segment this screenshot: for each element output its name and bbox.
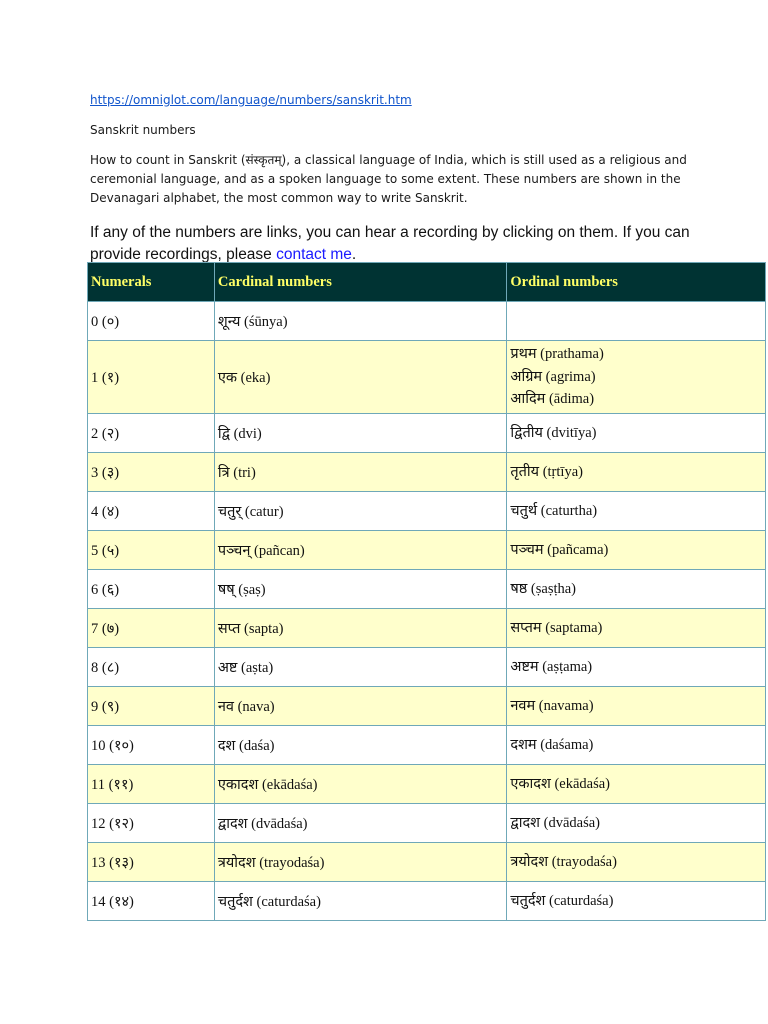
ordinal-cell bbox=[507, 804, 766, 843]
ordinal-value: दशम (daśama) bbox=[510, 736, 594, 753]
table-row bbox=[88, 570, 766, 609]
cardinal-cell: एकादश (ekādaśa) bbox=[214, 765, 507, 804]
cardinal-cell: द्वादश (dvādaśa) bbox=[214, 804, 507, 843]
table-row bbox=[88, 687, 766, 726]
table-row bbox=[88, 302, 766, 341]
header-ordinal: Ordinal numbers bbox=[507, 263, 766, 302]
header-numerals: Numerals bbox=[88, 263, 215, 302]
cardinal-cell: एक (eka) bbox=[214, 341, 507, 414]
numeral-cell: 7 (७) bbox=[88, 609, 215, 648]
cardinal-cell: चतुर् (catur) bbox=[214, 492, 507, 531]
intro-paragraph: How to count in Sanskrit (संस्कृतम्), a classical language of India, which is still used as a religious and ceremonial language, and as a spoken language to some extent. These numbers are shown in the Devanagari alphabet, the most common way to write Sanskrit. bbox=[90, 153, 687, 205]
numeral-cell: 3 (३) bbox=[88, 453, 215, 492]
cardinal-cell: दश (daśa) bbox=[214, 726, 507, 765]
table-row bbox=[88, 804, 766, 843]
ordinal-value: अष्टम (aṣṭama) bbox=[510, 658, 593, 675]
recording-note-end: . bbox=[351, 246, 357, 263]
numeral-cell: 5 (५) bbox=[88, 531, 215, 570]
ordinal-cell bbox=[507, 341, 766, 414]
ordinal-value: पञ्चम (pañcama) bbox=[510, 541, 609, 558]
cardinal-cell: नव (nava) bbox=[214, 687, 507, 726]
cardinal-cell: सप्त (sapta) bbox=[214, 609, 507, 648]
ordinal-cell bbox=[507, 302, 766, 341]
numeral-cell: 4 (४) bbox=[88, 492, 215, 531]
numeral-cell: 12 (१२) bbox=[88, 804, 215, 843]
ordinal-value: नवम (navama) bbox=[510, 697, 594, 714]
cardinal-cell: चतुर्दश (caturdaśa) bbox=[214, 882, 507, 921]
ordinal-value: सप्तम (saptama) bbox=[510, 619, 603, 636]
document-heading: Sanskrit numbers bbox=[90, 123, 196, 137]
ordinal-cell bbox=[507, 648, 766, 687]
numeral-cell: 10 (१०) bbox=[88, 726, 215, 765]
ordinal-value: त्रयोदश (trayodaśa) bbox=[510, 853, 617, 870]
ordinal-cell bbox=[507, 609, 766, 648]
ordinal-value: अग्रिम (agrima) bbox=[510, 368, 596, 385]
numeral-cell: 9 (९) bbox=[88, 687, 215, 726]
header-cardinal: Cardinal numbers bbox=[214, 263, 507, 302]
ordinal-cell bbox=[507, 492, 766, 531]
numbers-table bbox=[87, 262, 766, 921]
numeral-cell: 2 (२) bbox=[88, 414, 215, 453]
cardinal-cell: षष् (ṣaṣ) bbox=[214, 570, 507, 609]
table-row bbox=[88, 492, 766, 531]
recording-note bbox=[90, 222, 690, 266]
numeral-cell: 11 (११) bbox=[88, 765, 215, 804]
numeral-cell: 14 (१४) bbox=[88, 882, 215, 921]
numeral-cell: 8 (८) bbox=[88, 648, 215, 687]
table-row bbox=[88, 648, 766, 687]
ordinal-cell bbox=[507, 414, 766, 453]
ordinal-value: एकादश (ekādaśa) bbox=[510, 775, 611, 792]
cardinal-cell: पञ्चन् (pañcan) bbox=[214, 531, 507, 570]
ordinal-cell bbox=[507, 687, 766, 726]
numeral-cell: 13 (१३) bbox=[88, 843, 215, 882]
contact-me-link[interactable]: contact me bbox=[276, 246, 352, 263]
cardinal-cell: त्रि (tri) bbox=[214, 453, 507, 492]
ordinal-value: प्रथम (prathama) bbox=[510, 346, 604, 363]
table-body bbox=[88, 302, 766, 921]
table-row bbox=[88, 726, 766, 765]
table-row bbox=[88, 882, 766, 921]
ordinal-value: तृतीय (tṛtīya) bbox=[510, 463, 583, 480]
numeral-cell: 1 (१) bbox=[88, 341, 215, 414]
ordinal-cell bbox=[507, 453, 766, 492]
ordinal-value: षष्ठ (ṣaṣṭha) bbox=[510, 580, 577, 597]
table-row bbox=[88, 531, 766, 570]
ordinal-value: चतुर्थ (caturtha) bbox=[510, 502, 598, 519]
cardinal-cell: त्रयोदश (trayodaśa) bbox=[214, 843, 507, 882]
table-row bbox=[88, 765, 766, 804]
ordinal-cell bbox=[507, 531, 766, 570]
ordinal-cell bbox=[507, 843, 766, 882]
table-row bbox=[88, 341, 766, 414]
ordinal-cell bbox=[507, 882, 766, 921]
table-header-row bbox=[88, 263, 766, 302]
table-row bbox=[88, 414, 766, 453]
table-row bbox=[88, 843, 766, 882]
cardinal-cell: शून्य (śūnya) bbox=[214, 302, 507, 341]
ordinal-value: द्वादश (dvādaśa) bbox=[510, 814, 601, 831]
numeral-cell: 0 (०) bbox=[88, 302, 215, 341]
numeral-cell: 6 (६) bbox=[88, 570, 215, 609]
ordinal-value: द्वितीय (dvitīya) bbox=[510, 424, 597, 441]
ordinal-cell bbox=[507, 765, 766, 804]
ordinal-value: आदिम (ādima) bbox=[510, 391, 595, 408]
ordinal-cell bbox=[507, 726, 766, 765]
source-url-link[interactable]: https://omniglot.com/language/numbers/sanskrit.htm bbox=[90, 93, 412, 107]
table-row bbox=[88, 609, 766, 648]
table-row bbox=[88, 453, 766, 492]
cardinal-cell: द्वि (dvi) bbox=[214, 414, 507, 453]
ordinal-value: चतुर्दश (caturdaśa) bbox=[510, 892, 614, 909]
recording-note-text: If any of the numbers are links, you can hear a recording by clicking on them. If you can provide recordings, please bbox=[90, 224, 690, 263]
cardinal-cell: अष्ट (aṣta) bbox=[214, 648, 507, 687]
ordinal-cell bbox=[507, 570, 766, 609]
